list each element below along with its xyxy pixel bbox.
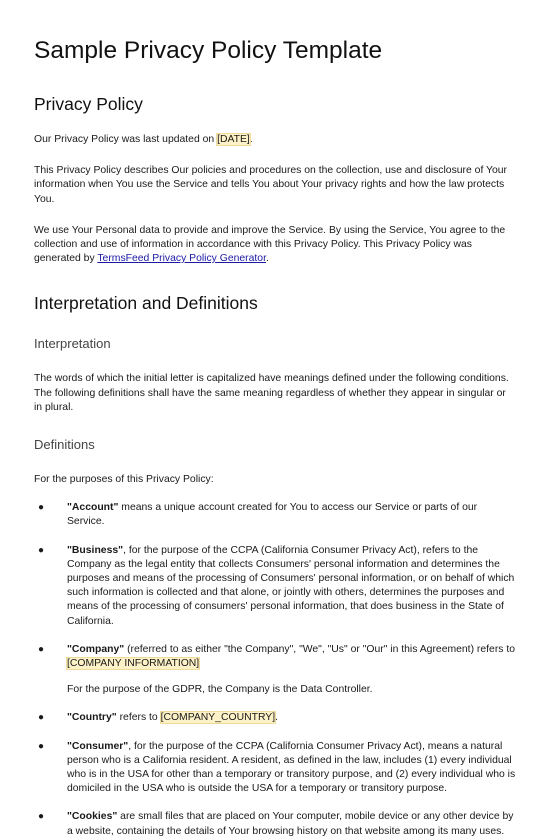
interpretation-subheading: Interpretation [34,336,111,352]
consent-paragraph [34,224,516,267]
definition-consumer [34,740,516,797]
country-placeholder: [COMPANY_COUNTRY] [160,712,276,724]
definition-suffix: . [275,712,278,724]
definition-term: "Company" [67,643,125,655]
definition-text: means a unique account created for You to access our Service or parts of our Service. [67,502,478,528]
generator-link[interactable]: TermsFeed Privacy Policy Generator [97,253,266,265]
definition-text: , for the purpose of the CCPA (California Consumer Privacy Act), refers to the Company as the legal entity that collects Consumers' personal information and determines the purposes and means of the processing of Consumers' personal information, or on behalf of which such information is collected and that alone, or jointly with others, determines the purposes and means of the processing of consumers' personal information, that does business in the State of California. [67,544,515,627]
date-placeholder: [DATE] [217,134,250,145]
definition-text: are small files that are placed on Your computer, mobile device or any other device by a website, containing the details of Your browsing history on that website among its many uses. [67,811,514,837]
interpretation-paragraph: The words of which the initial letter is capitalized have meanings defined under the following conditions. The following definitions shall have the same meaning regardless of whether they appear in singular or in plural. [34,373,509,413]
bullet-icon: ● [38,712,45,724]
definition-term: "Cookies" [67,811,118,823]
document-title: Sample Privacy Policy Template [34,37,383,64]
definitions-list [34,501,516,839]
definition-account [34,501,516,529]
definition-term: "Consumer" [67,740,129,752]
definition-country [34,711,516,725]
consent-text: We use Your Personal data to provide and improve the Service. By using the Service, You agree to the collection and use of information in accordance with this Privacy Policy. This Privacy Policy was generated by [34,224,506,265]
intro-paragraph: This Privacy Policy describes Our policies and procedures on the collection, use and disclosure of Your information when You use the Service and tells You about Your privacy rights and how the law protects You. [34,165,508,205]
definition-term: "Account" [67,502,119,514]
bullet-icon: ● [38,643,45,655]
definitions-subheading: Definitions [34,437,95,453]
last-updated-paragraph [34,133,516,147]
bullet-icon: ● [38,502,45,514]
last-updated-text: Our Privacy Policy was last updated on [34,134,218,145]
definition-cookies [34,810,516,838]
definitions-intro: For the purposes of this Privacy Policy: [34,474,214,486]
company-placeholder: [COMPANY INFORMATION] [67,658,200,670]
definition-text: refers to [116,712,161,724]
last-updated-suffix: . [249,134,253,145]
definition-company [34,643,516,698]
interpretation-definitions-heading: Interpretation and Definitions [34,293,258,314]
definition-term: "Business" [67,544,124,556]
bullet-icon: ● [38,811,45,823]
consent-suffix: . [265,253,269,265]
privacy-policy-heading: Privacy Policy [34,94,143,114]
definition-business [34,544,516,629]
bullet-icon: ● [38,740,45,752]
definition-text: (referred to as either "the Company", "We", "Us" or "Our" in this Agreement) refers to [124,643,516,655]
gdpr-note: For the purpose of the GDPR, the Company is the Data Controller. [67,684,373,696]
definition-text: , for the purpose of the CCPA (California Consumer Privacy Act), means a natural person who is a California resident. A resident, as defined in the law, includes (1) every individual who is in the USA for other than a temporary or transitory purpose, and (2) every individual who is domiciled in the USA who is outside the USA for a temporary or transitory purpose. [67,740,516,795]
bullet-icon: ● [38,544,45,556]
definition-term: "Country" [67,712,117,724]
